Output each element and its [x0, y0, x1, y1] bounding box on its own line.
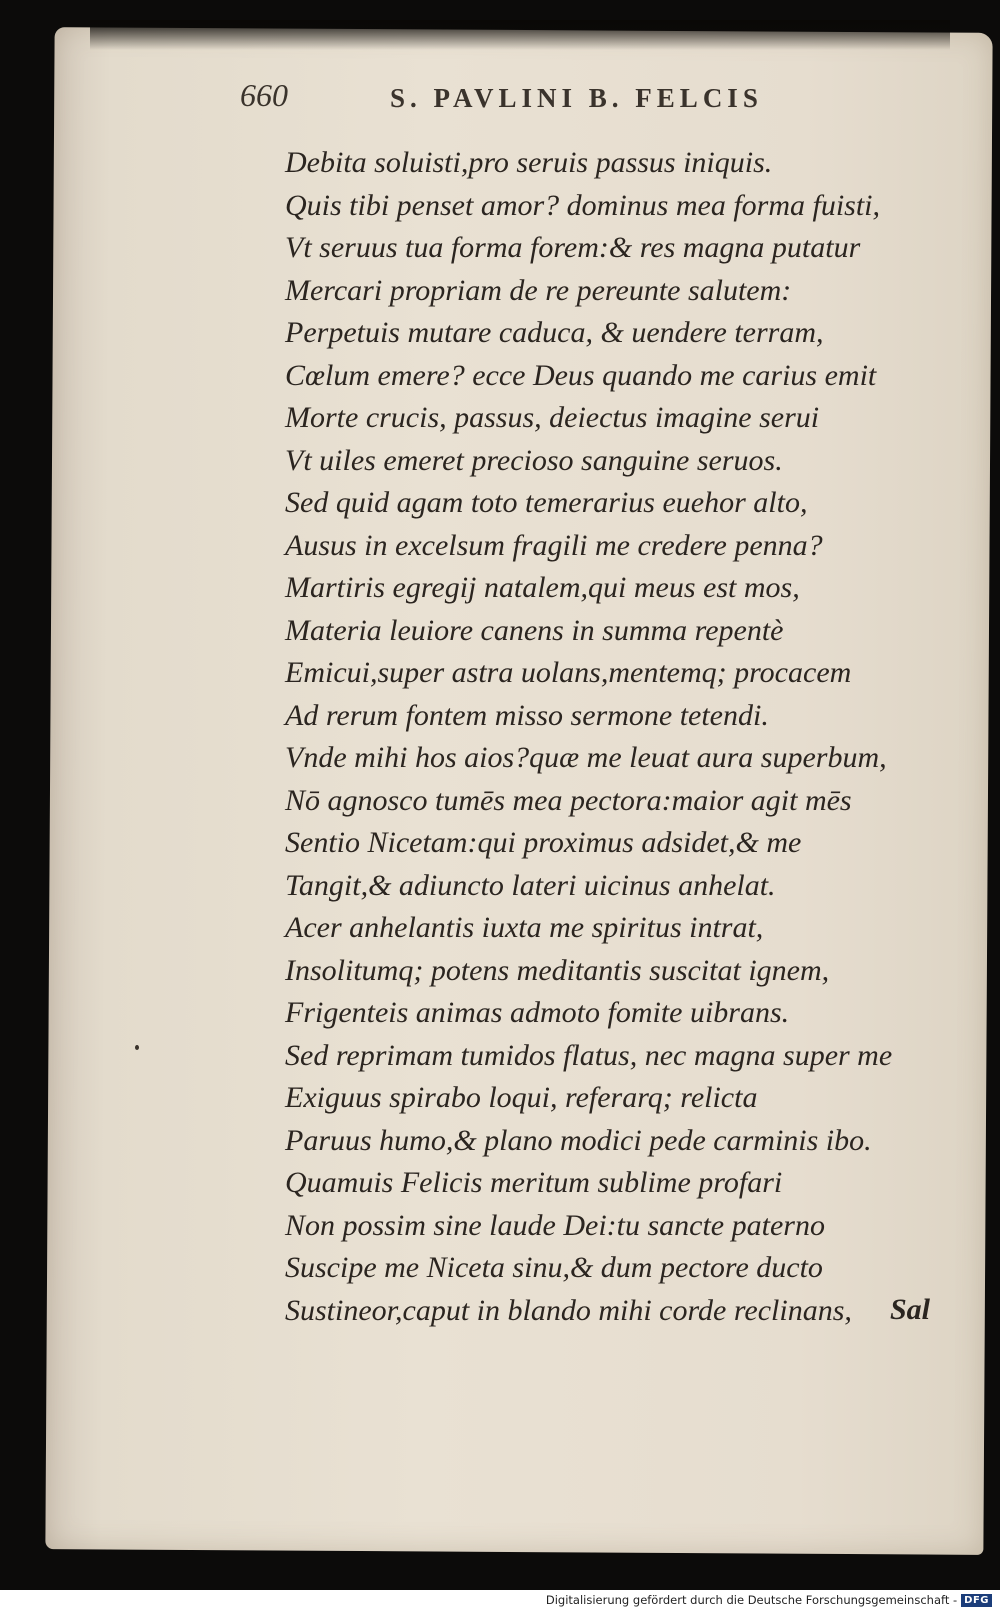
page-number: 660	[240, 77, 288, 113]
verse-line: Paruus humo,& plano modici pede carminis ibo.	[285, 1123, 872, 1157]
verse-line: Quis tibi penset amor? dominus mea forma fuisti,	[285, 188, 881, 222]
verse-line: Mercari propriam de re pereunte salutem:	[285, 273, 792, 307]
verse-line: Cœlum emere? ecce Deus quando me carius emit	[285, 358, 877, 392]
page-top-shadow	[90, 20, 950, 50]
verse-line: Quamuis Felicis meritum sublime profari	[285, 1166, 783, 1199]
verse-line: Ad rerum fontem misso sermone tetendi.	[285, 698, 769, 732]
credit-text: Digitalisierung gefördert durch die Deutsche Forschungsgemeinschaft -	[545, 1593, 958, 1607]
verse-line: Vnde mihi hos aios?quæ me leuat aura superbum,	[285, 741, 887, 774]
verse-line: Ausus in excelsum fragili me credere penna?	[285, 528, 823, 562]
dfg-logo: DFG	[961, 1594, 992, 1607]
verse-line: Martiris egregij natalem,qui meus est mos,	[285, 571, 800, 604]
running-head: S. PAVLINI B. FELCIS	[390, 83, 763, 113]
page-header	[240, 77, 900, 117]
verse-line: Exiguus spirabo loqui, referarq; relicta	[285, 1081, 758, 1114]
verse-line: Sustineor,caput in blando mihi corde reclinans,	[285, 1293, 852, 1327]
verse-line: Nō agnosco tumēs mea pectora:maior agit mēs	[285, 783, 852, 817]
verse-line: Perpetuis mutare caduca, & uendere terram,	[285, 316, 824, 349]
verse-line: Insolitumq; potens meditantis suscitat ignem,	[285, 953, 830, 987]
verse-line: Debita soluisti,pro seruis passus iniquis.	[285, 146, 773, 179]
verse-line: Acer anhelantis iuxta me spiritus intrat,	[285, 911, 764, 944]
verse-line: Sed quid agam toto temerarius euehor alto,	[285, 486, 808, 519]
ink-speck	[135, 1045, 139, 1050]
verse-line: Materia leuiore canens in summa repentè	[285, 613, 784, 647]
verse-line: Emicui,super astra uolans,mentemq; procacem	[285, 656, 852, 689]
verse-line: Non possim sine laude Dei:tu sancte paterno	[285, 1208, 825, 1242]
verse-block	[285, 142, 950, 1332]
verse-line: Sed reprimam tumidos flatus, nec magna super me	[285, 1038, 893, 1072]
verse-line: Morte crucis, passus, deiectus imagine serui	[285, 401, 820, 434]
verse-line: Suscipe me Niceta sinu,& dum pectore ducto	[285, 1251, 823, 1284]
verse-line: Sentio Nicetam:qui proximus adsidet,& me	[285, 826, 802, 859]
verse-line: Vt seruus tua forma forem:& res magna putatur	[285, 231, 861, 264]
verse-line: Frigenteis animas admoto fomite uibrans.	[285, 996, 790, 1029]
verse-line: Tangit,& adiuncto lateri uicinus anhelat.	[285, 868, 776, 902]
digitization-credit	[546, 1592, 992, 1608]
verse-line: Vt uiles emeret precioso sanguine seruos.	[285, 443, 783, 477]
catchword: Sal	[889, 1293, 930, 1326]
